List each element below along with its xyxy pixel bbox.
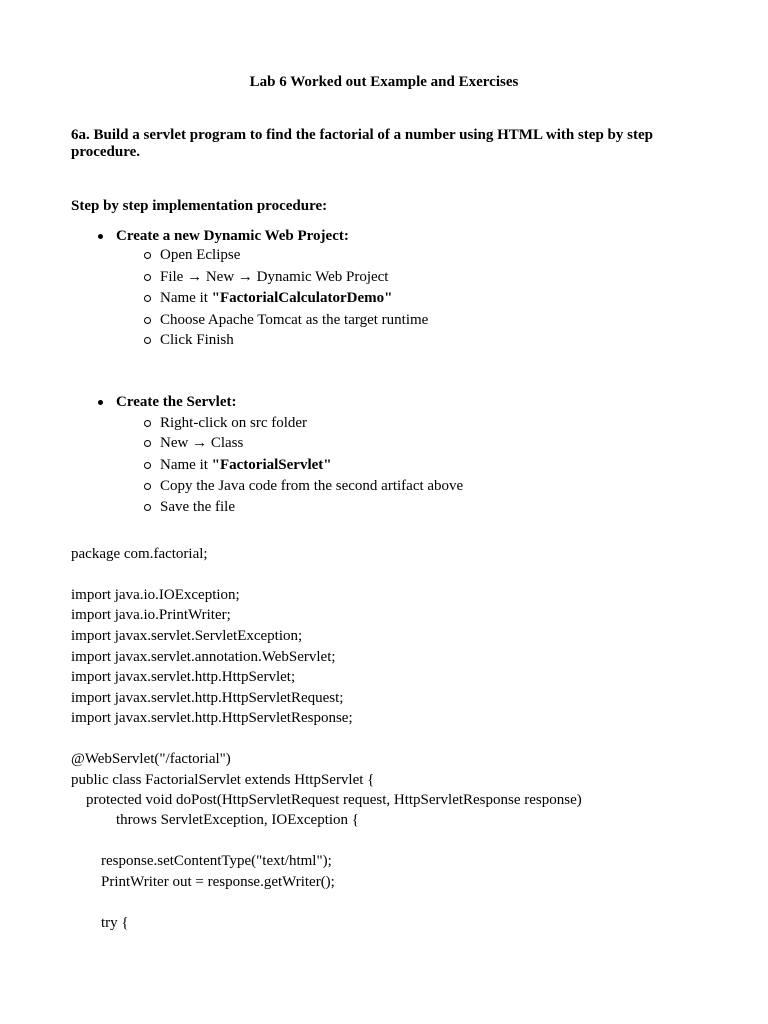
code-line: import java.io.IOException; (71, 587, 240, 603)
section-heading-create-project: Create a new Dynamic Web Project: (116, 228, 349, 244)
list-item: Copy the Java code from the second artifact above (160, 478, 464, 494)
list-item: Open Eclipse (160, 247, 241, 263)
list-item: Name it "FactorialCalculatorDemo" (160, 290, 393, 306)
code-line: import javax.servlet.annotation.WebServlet; (71, 649, 336, 665)
code-line: PrintWriter out = response.getWriter(); (71, 874, 335, 890)
code-line: @WebServlet("/factorial") (71, 751, 231, 767)
code-line: import javax.servlet.http.HttpServletResponse; (71, 710, 353, 726)
list-item: Name it "FactorialServlet" (160, 457, 332, 473)
code-line: import java.io.PrintWriter; (71, 607, 231, 623)
list-item: Save the file (160, 499, 235, 515)
code-line: import javax.servlet.http.HttpServlet; (71, 669, 296, 685)
code-line: protected void doPost(HttpServletRequest request, HttpServletResponse response) (71, 792, 582, 808)
list-item: Choose Apache Tomcat as the target runtime (160, 312, 429, 328)
code-line: try { (71, 915, 129, 931)
code-line: package com.factorial; (71, 546, 208, 562)
list-item: Click Finish (160, 332, 234, 348)
list-item: Right-click on src folder (160, 415, 308, 431)
document-title: Lab 6 Worked out Example and Exercises (249, 74, 519, 90)
code-line: import javax.servlet.http.HttpServletRequest; (71, 690, 344, 706)
code-line: public class FactorialServlet extends HttpServlet { (71, 772, 375, 788)
section-heading-create-servlet: Create the Servlet: (116, 394, 237, 410)
code-line: throws ServletException, IOException { (71, 812, 359, 828)
question-text: 6a. Build a servlet program to find the factorial of a number using HTML with step by step procedure. (71, 127, 653, 160)
code-line: import javax.servlet.ServletException; (71, 628, 303, 644)
list-item: File → New → Dynamic Web Project (160, 269, 389, 285)
list-item: New → Class (160, 435, 244, 451)
steps-heading: Step by step implementation procedure: (71, 198, 328, 214)
code-line: response.setContentType("text/html"); (71, 853, 332, 869)
